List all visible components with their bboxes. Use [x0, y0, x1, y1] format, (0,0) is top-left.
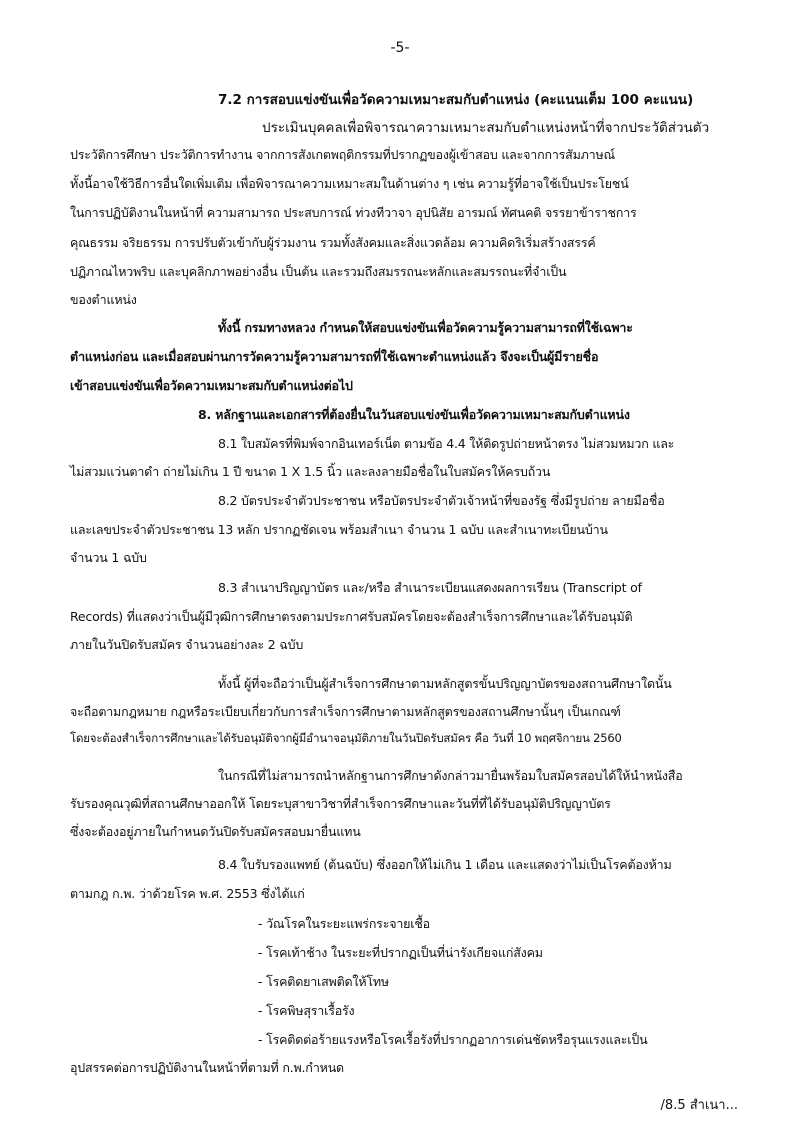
note-8-3a-line: จะถือตามกฎหมาย กฎหรือระเบียบเกี่ยวกับการสำเร็จการศึกษาตามหลักสูตรของสถานศึกษานั้นๆ เป็นเกณฑ์ — [70, 704, 621, 719]
item-8-4-line: ตามกฎ ก.พ. ว่าด้วยโรค พ.ศ. 2553 ซึ่งได้แก่ — [70, 886, 305, 901]
section-7-2-para1-line: ในการปฏิบัติงานในหน้าที่ ความสามารถ ประสบการณ์ ท่วงทีวาจา อุปนิสัย อารมณ์ ทัศนคติ จรรยาข้าราชการ — [70, 205, 637, 220]
item-8-1-line: 8.1 ใบสมัครที่พิมพ์จากอินเทอร์เน็ต ตามข้อ 4.4 ให้ติดรูปถ่ายหน้าตรง ไม่สวมหมวก และ — [218, 436, 675, 451]
section-7-2-heading: 7.2 การสอบแข่งขันเพื่อวัดความเหมาะสมกับตำแหน่ง (คะแนนเต็ม 100 คะแนน) — [218, 92, 694, 108]
section-7-2-para1-line: ประเมินบุคคลเพื่อพิจารณาความเหมาะสมกับตำแหน่งหน้าที่จากประวัติส่วนตัว — [262, 120, 710, 136]
page-number: -5- — [390, 40, 410, 56]
item-8-3-line: ภายในวันปิดรับสมัคร จำนวนอย่างละ 2 ฉบับ — [70, 637, 304, 652]
note-8-3a-line: โดยจะต้องสำเร็จการศึกษาและได้รับอนุมัติจากผู้มีอำนาจอนุมัติภายในวันปิดรับสมัคร คือ วันที่ 10 พฤศจิกายน 2560 — [70, 731, 622, 745]
section-7-2-para2-line: ตำแหน่งก่อน และเมื่อสอบผ่านการวัดความรู้ความสามารถที่ใช้เฉพาะตำแหน่งแล้ว จึงจะเป็นผู้มีรายชื่อ — [70, 349, 599, 364]
item-8-3-line: Records) ที่แสดงว่าเป็นผู้มีวุฒิการศึกษาตรงตามประกาศรับสมัครโดยจะต้องสำเร็จการศึกษาและได้รับอนุมัติ — [70, 609, 633, 624]
item-8-2-line: จำนวน 1 ฉบับ — [70, 550, 147, 565]
disease-item: - โรคติดต่อร้ายแรงหรือโรคเรื้อรังที่ปรากฏอาการเด่นชัดหรือรุนแรงและเป็น — [258, 1032, 648, 1047]
section-7-2-para2-line: เข้าสอบแข่งขันเพื่อวัดความเหมาะสมกับตำแหน่งต่อไป — [70, 378, 353, 393]
item-8-2-line: 8.2 บัตรประจำตัวประชาชน หรือบัตรประจำตัวเจ้าหน้าที่ของรัฐ ซึ่งมีรูปถ่าย ลายมือชื่อ — [218, 493, 665, 508]
note-8-3b-line: ซึ่งจะต้องอยู่ภายในกำหนดวันปิดรับสมัครสอบมายื่นแทน — [70, 824, 361, 839]
footer-continuation-ref: /8.5 สำเนา... — [660, 1098, 738, 1113]
section-7-2-para1-line: ทั้งนี้อาจใช้วิธีการอื่นใดเพิ่มเติม เพื่อพิจารณาความเหมาะสมในด้านต่าง ๆ เช่น ความรู้ที่อาจใช้เป็นประโยชน์ — [70, 176, 629, 191]
note-8-3a-line: ทั้งนี้ ผู้ที่จะถือว่าเป็นผู้สำเร็จการศึกษาตามหลักสูตรขั้นปริญญาบัตรของสถานศึกษาใดนั้น — [218, 676, 672, 691]
disease-item: - โรคเท้าช้าง ในระยะที่ปรากฏเป็นที่น่ารังเกียจแก่สังคม — [258, 945, 543, 960]
item-8-1-line: ไม่สวมแว่นตาดำ ถ่ายไม่เกิน 1 ปี ขนาด 1 X 1.5 นิ้ว และลงลายมือชื่อในใบสมัครให้ครบถ้วน — [70, 464, 551, 479]
section-7-2-para1-line: คุณธรรม จริยธรรม การปรับตัวเข้ากับผู้ร่วมงาน รวมทั้งสังคมและสิ่งแวดล้อม ความคิดริเริ่มสร้างสรรค์ — [70, 235, 596, 250]
section-7-2-para1-line: ของตำแหน่ง — [70, 292, 137, 307]
section-7-2-para2-line: ทั้งนี้ กรมทางหลวง กำหนดให้สอบแข่งขันเพื่อวัดความรู้ความสามารถที่ใช้เฉพาะ — [218, 320, 633, 335]
section-7-2-para1-line: ประวัติการศึกษา ประวัติการทำงาน จากการสังเกตพฤติกรรมที่ปรากฏของผู้เข้าสอบ และจากการสัมภาษณ์ — [70, 147, 615, 162]
disease-item: - วัณโรคในระยะแพร่กระจายเชื้อ — [258, 916, 430, 931]
item-8-4-line: 8.4 ใบรับรองแพทย์ (ต้นฉบับ) ซึ่งออกให้ไม่เกิน 1 เดือน และแสดงว่าไม่เป็นโรคต้องห้าม — [218, 857, 672, 872]
section-8-heading: 8. หลักฐานและเอกสารที่ต้องยื่นในวันสอบแข่งขันเพื่อวัดความเหมาะสมกับตำแหน่ง — [198, 407, 630, 422]
disease-item: - โรคติดยาเสพติดให้โทษ — [258, 974, 389, 989]
note-8-3b-line: รับรองคุณวุฒิที่สถานศึกษาออกให้ โดยระบุสาขาวิชาที่สำเร็จการศึกษาและวันที่ที่ได้รับอนุมัติปริญญาบัตร — [70, 796, 611, 811]
disease-item: - โรคพิษสุราเรื้อรัง — [258, 1003, 355, 1018]
item-8-2-line: และเลขประจำตัวประชาชน 13 หลัก ปรากฏชัดเจน พร้อมสำเนา จำนวน 1 ฉบับ และสำเนาทะเบียนบ้าน — [70, 522, 608, 537]
section-7-2-para1-line: ปฏิภาณไหวพริบ และบุคลิกภาพอย่างอื่น เป็นต้น และรวมถึงสมรรถนะหลักและสมรรถนะที่จำเป็น — [70, 264, 567, 279]
note-8-3b-line: ในกรณีที่ไม่สามารถนำหลักฐานการศึกษาดังกล่าวมายื่นพร้อมใบสมัครสอบได้ให้นำหนังสือ — [218, 768, 683, 783]
item-8-3-line: 8.3 สำเนาปริญญาบัตร และ/หรือ สำเนาระเบียนแสดงผลการเรียน (Transcript of — [218, 580, 642, 595]
disease-item-continued: อุปสรรคต่อการปฏิบัติงานในหน้าที่ตามที่ ก.พ.กำหนด — [70, 1060, 344, 1075]
